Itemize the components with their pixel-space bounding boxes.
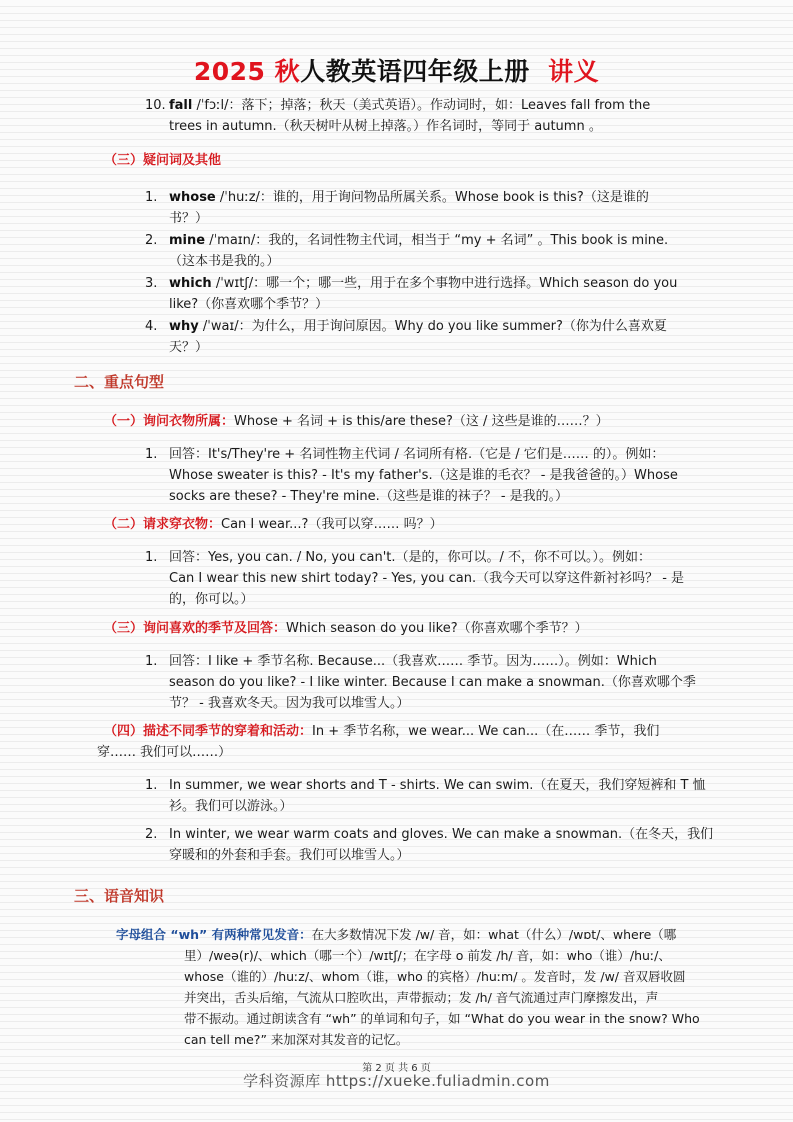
vocab-definition: /ˈfɔːl/：落下；掉落；秋天（美式英语）。作动词时，如：Leaves fall from the (192, 98, 651, 113)
phonics-line: 并突出，舌头后缩，气流从口腔吹出，声带振动；发 /h/ 音气流通过声门摩擦发出，声 (184, 990, 659, 1005)
subheading-season-activities (104, 721, 716, 742)
phonics-paragraph (116, 924, 716, 1050)
vocab-definition-cont: like?（你喜欢哪个季节？） (169, 297, 329, 312)
vocab-word: whose (169, 190, 216, 205)
subheading-question-words: （三）疑问词及其他 (104, 153, 222, 168)
phonics-line: 带不振动。通过朗读含有 “wh” 的单词和句子，如 “What do you wear in the snow? Who (184, 1011, 700, 1026)
site-watermark: 学科资源库 https://xueke.fuliadmin.com (243, 1072, 550, 1090)
answer-line: 回答：Yes, you can. / No, you can't.（是的，你可以。/ 不，你不可以。）。例如： (169, 550, 652, 565)
vocab-word: which (169, 276, 212, 291)
subheading-label: （一）询问衣物所属： (104, 414, 235, 429)
vocab-definition: /ˈhuːz/：谁的，用于询问物品所属关系。Whose book is this?（这是谁的 (215, 190, 649, 205)
title-year: 2025 (193, 57, 266, 86)
vocab-definition: /ˈwaɪ/：为什么，用于询问原因。Why do you like summer?（你为什么喜欢夏 (198, 319, 667, 334)
answer-line: 回答：It's/They're + 名词性物主代词 / 名词所有格.（它是 / 它们是…… 的）。例如： (169, 447, 665, 462)
example-line: 衫。我们可以游泳。） (169, 799, 293, 814)
subheading-pattern-cont: 穿…… 我们可以……） (97, 745, 232, 760)
answer-line: Can I wear this new shirt today? - Yes, you can.（我今天可以穿这件新衬衫吗？ - 是 (169, 571, 685, 586)
subheading-favorite-season (104, 618, 714, 639)
vocab-word: mine (169, 233, 206, 248)
answer-line: 节？ - 我喜欢冬天。因为我可以堆雪人。） (169, 696, 410, 711)
phonics-line: whose（谁的）/huːz/、whom（谁，who 的宾格）/huːm/ 。发音时，发 /w/ 音双唇收圆 (184, 969, 686, 984)
phonics-line: 在大多数情况下发 /w/ 音，如：what（什么）/wɒt/、where（哪 (311, 927, 677, 942)
item-number: 10. (145, 98, 166, 113)
vocab-item-whose (145, 187, 715, 229)
item-number: 4. (145, 319, 158, 334)
title-tag: 讲义 (548, 57, 600, 86)
vocab-item-why (145, 316, 715, 358)
answer-item-season (145, 651, 715, 714)
answer-line: 回答：I like + 季节名称. Because...（我喜欢…… 季节。因为……）。例如：Which (169, 654, 657, 669)
item-number: 3. (145, 276, 158, 291)
vocab-definition-cont: 书？） (169, 211, 209, 226)
subheading-pattern: Can I wear...?（我可以穿…… 吗？） (221, 517, 443, 532)
vocab-word: why (169, 319, 199, 334)
subheading-label: （三）询问喜欢的季节及回答： (104, 621, 287, 636)
section-heading-key-sentences: 二、重点句型 (74, 373, 165, 391)
subheading-pattern: In + 季节名称，we wear... We can...（在…… 季节，我们 (312, 724, 660, 739)
answer-line: Whose sweater is this? - It's my father's.（这是谁的毛衣？ - 是我爸爸的。）Whose (169, 468, 678, 483)
subheading-pattern: Which season do you like?（你喜欢哪个季节？） (286, 621, 588, 636)
item-number: 1. (145, 550, 158, 565)
phonics-line: can tell me?” 来加深对其发音的记忆。 (184, 1032, 409, 1047)
title-main: 人教英语四年级上册 (300, 57, 530, 86)
phonics-line: 里）/weə(r)/、which（哪一个）/wɪtʃ/；在字母 o 前发 /h/ 音，如：who（谁）/huː/、 (184, 948, 671, 963)
item-number: 2. (145, 233, 158, 248)
example-item-winter (145, 824, 715, 866)
item-number: 1. (145, 190, 158, 205)
page-number: 第 2 页 共 6 页 (362, 1063, 431, 1074)
vocab-definition-cont: trees in autumn.（秋天树叶从树上掉落。）作名词时，等同于 autumn 。 (169, 119, 602, 134)
vocab-item-fall (145, 95, 715, 137)
item-number: 1. (145, 654, 158, 669)
vocab-item-which (145, 273, 715, 315)
section-heading-phonics: 三、语音知识 (74, 887, 165, 905)
example-item-summer (145, 775, 715, 817)
answer-item-wear (145, 547, 715, 610)
vocab-word: fall (169, 98, 193, 113)
example-line: 穿暖和的外套和手套。我们可以堆雪人。） (169, 848, 410, 863)
vocab-item-mine (145, 230, 715, 272)
phonics-label: 字母组合 “wh” 有两种常见发音： (116, 927, 312, 942)
vocab-definition: /ˈwɪtʃ/：哪一个；哪一些，用于在多个事物中进行选择。Which season do you (211, 276, 678, 291)
item-number: 2. (145, 827, 158, 842)
page-title (0, 52, 793, 88)
answer-line: 的，你可以。） (169, 592, 254, 607)
title-season: 秋 (274, 57, 301, 86)
answer-item-ownership (145, 444, 715, 507)
item-number: 1. (145, 447, 158, 462)
subheading-pattern: Whose + 名词 + is this/are these?（这 / 这些是谁的……？） (234, 414, 609, 429)
answer-line: season do you like? - I like winter. Because I can make a snowman.（你喜欢哪个季 (169, 675, 696, 690)
vocab-definition-cont: （这本书是我的。） (169, 254, 280, 269)
vocab-definition-cont: 天？） (169, 340, 209, 355)
answer-line: socks are these? - They're mine.（这些是谁的袜子？ - 是我的。） (169, 489, 569, 504)
example-line: In winter, we wear warm coats and gloves. We can make a snowman.（在冬天，我们 (169, 827, 714, 842)
example-line: In summer, we wear shorts and T - shirts. We can swim.（在夏天，我们穿短裤和 T 恤 (169, 778, 706, 793)
subheading-label: （四）描述不同季节的穿着和活动： (104, 724, 313, 739)
subheading-ask-ownership (104, 411, 714, 432)
vocab-definition: /ˈmaɪn/：我的，名词性物主代词，相当于 “my + 名词” 。This book is mine. (205, 233, 669, 248)
item-number: 1. (145, 778, 158, 793)
subheading-ask-wear (104, 514, 714, 535)
subheading-label: （二）请求穿衣物： (104, 517, 222, 532)
